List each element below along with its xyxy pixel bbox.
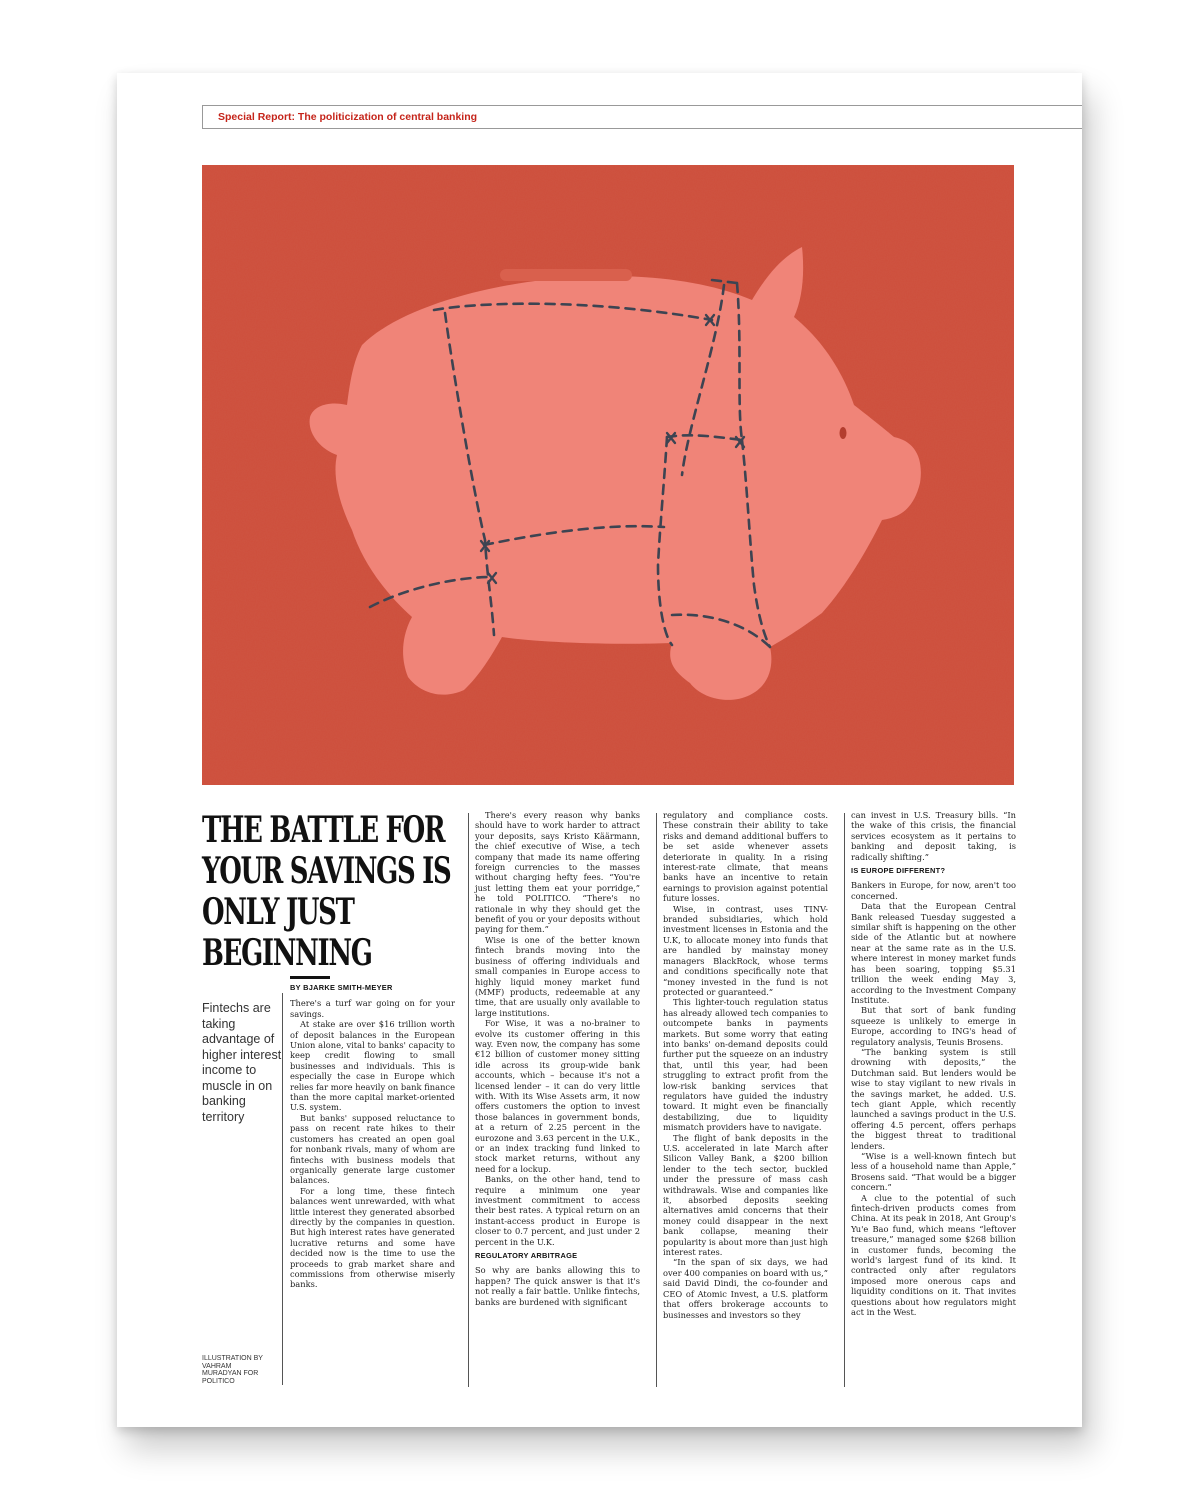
- paragraph: A clue to the potential of such fintech-driven products comes from China. At its peak in 2018, Ant Group's Yu'e Bao fund, which means “leftover treasure,” managed some $268 billion in customer funds, becoming the world's largest fund of its kind. It contracted only after regulators imposed more onerous caps and liquidity conditions on it. That invites questions about how regulators might act in the West.: [851, 1192, 1016, 1318]
- subheading-is-europe-different: IS EUROPE DIFFERENT?: [851, 866, 946, 876]
- pig-eye: [840, 427, 847, 439]
- coin-slot: [500, 269, 632, 281]
- byline: BY BJARKE SMITH-MEYER: [290, 983, 393, 992]
- byline-rule: [290, 976, 330, 979]
- paragraph: Wise is one of the better known fintech brands moving into the business of offering individuals and small companies in Europe access to highly liquid money market fund (MMF) products, redeemable at any time, that are usually only available to large institutions.: [475, 934, 640, 1018]
- article-column-1: [290, 983, 455, 1290]
- column-rule: [844, 813, 845, 1387]
- column-rule: [282, 993, 283, 1385]
- paragraph: But banks' supposed reluctance to pass on recent rate hikes to their customers has created an open goal for nonbank rivals, many of whom are fintechs with business models that organically generate large customer balances.: [290, 1112, 455, 1186]
- paragraph: Bankers in Europe, for now, aren't too concerned.: [851, 880, 1016, 901]
- column-rule: [468, 813, 469, 1387]
- paragraph: This lighter-touch regulation status has already allowed tech companies to outcompete banks in payments markets. But some worry that eating into banks' on-demand deposits could further put the squeeze on an industry that, until this year, had been struggling to extract profit from the low-risk banking services that regulators have guided the industry toward. It might even be financially destabilizing, due to liquidity mismatch providers have to navigate.: [663, 997, 828, 1133]
- paragraph: regulatory and compliance costs. These constrain their ability to take risks and demand additional buffers to be set aside whenever assets deteriorate in quality. In a rising interest-rate climate, that means banks have an incentive to retain earnings to provision against potential future losses.: [663, 810, 828, 904]
- paragraph: “The banking system is still drowning with deposits,” the Dutchman said. But lenders would be wise to stay vigilant to new rivals in the savings market, he added. U.S. tech giant Apple, which recently launched a savings product in the U.S. offering 4.5 percent, offers perhaps the biggest threat to traditional lenders.: [851, 1046, 1016, 1151]
- article-dek: Fintechs are taking advantage of higher interest income to muscle in on banking territory: [202, 1001, 282, 1124]
- paragraph: There's every reason why banks should have to work harder to attract your deposits, says Kristo Käärmann, the chief executive of Wise, a tech company that made its name offering foreign currencies to the masses without charging hefty fees. “You're just letting them eat your porridge,” he told POLITICO. “There's no rationale in why they should get the benefit of you or your deposits without paying for them.”: [475, 810, 640, 935]
- paragraph: “In the span of six days, we had over 400 companies on board with us,” said David Dindi, the co-founder and CEO of Atomic Invest, a U.S. platform that offers brokerage accounts to businesses and investors so they: [663, 1257, 828, 1320]
- column-rule: [656, 813, 657, 1387]
- paragraph: So why are banks allowing this to happen? The quick answer is that it's not really a fair battle. Unlike fintechs, banks are burdened with significant: [475, 1265, 640, 1307]
- paragraph: Banks, on the other hand, tend to require a minimum one year investment commitment to access their best rates. A typical return on an instant-access product in Europe is closer to 0.7 percent, and just under 2 percent in the U.K.: [475, 1174, 640, 1247]
- article-column-4: [851, 810, 1016, 1318]
- paragraph: Data that the European Central Bank released Tuesday suggested a similar shift is happening on the other side of the Atlantic but at nowhere near at the same rate as in the U.S. where interest in money market funds has been soaring, topping $5.31 trillion the week ending May 3, according to the Investment Company Institute.: [851, 901, 1016, 1005]
- paragraph: At stake are over $16 trillion worth of deposit balances in the European Union alone, vital to banks' capacity to keep credit flowing to small businesses and individuals. This is especially the case in Europe which relies far more heavily on bank finance than the more capital market-oriented U.S. system.: [290, 1019, 455, 1113]
- piggy-bank-icon: [202, 165, 1014, 785]
- article-headline: THE BATTLE FOR YOUR SAVINGS IS ONLY JUST BEGINNING: [202, 809, 451, 974]
- magazine-page: [117, 73, 1082, 1427]
- article-column-2: [475, 810, 640, 1307]
- paragraph: For a long time, these fintech balances went unrewarded, with what little interest they generated absorbed directly by the companies in question. But high interest rates have generated lucrative returns and some have decided now is the time to use the proceeds to grab market share and commissions from otherwise miserly banks.: [290, 1185, 455, 1290]
- section-header-bar: [202, 105, 1082, 129]
- subheading-regulatory-arbitrage: REGULATORY ARBITRAGE: [475, 1251, 578, 1261]
- section-label: Special Report: The politicization of central banking: [218, 111, 478, 123]
- paragraph: The flight of bank deposits in the U.S. accelerated in late March after Silicon Valley Bank, a $200 billion lender to the tech sector, buckled under the pressure of mass cash withdrawals. Wise and companies like it, absorbed deposits seeking alternatives amid concerns that their money could disappear in the next bank collapse, meaning their popularity is about more than just high interest rates.: [663, 1132, 828, 1258]
- paragraph: Wise, in contrast, uses TINV-branded subsidiaries, which hold investment licenses in Estonia and the U.K, to allocate money into funds that are handled by mainstay money managers BlackRock, whose terms and conditions specifically note that “money invested in the fund is not protected or guaranteed.”: [663, 903, 828, 997]
- hero-illustration: [202, 165, 1014, 785]
- paragraph: “Wise is a well-known fintech but less of a household name than Apple,” Brosens said. “That would be a bigger concern.”: [851, 1151, 1016, 1193]
- paragraph: But that sort of bank funding squeeze is unlikely to emerge in Europe, according to ING's head of regulatory analysis, Teunis Brosens.: [851, 1005, 1016, 1047]
- paragraph: For Wise, it was a no-brainer to evolve its customer offering in this way. Even now, the company has some €12 billion of customer money sitting idle across its group-wide bank accounts, which – because it's not a licensed lender – it can do very little with. With its Wise Assets arm, it now offers customers the option to invest those balances in government bonds, at a return of 2.25 percent in the eurozone and 3.63 percent in the U.K., or an index tracking fund linked to stock market returns, without any need for a lockup.: [475, 1018, 640, 1174]
- article-column-3: [663, 810, 828, 1320]
- illustration-credit: ILLUSTRATION BY VAHRAM MURADYAN FOR POLITICO: [202, 1355, 263, 1385]
- paragraph: There's a turf war going on for your savings.: [290, 998, 455, 1019]
- paragraph: can invest in U.S. Treasury bills. “In the wake of this crisis, the financial services ecosystem as it pertains to banking and deposit taking, is radically shifting.”: [851, 810, 1016, 862]
